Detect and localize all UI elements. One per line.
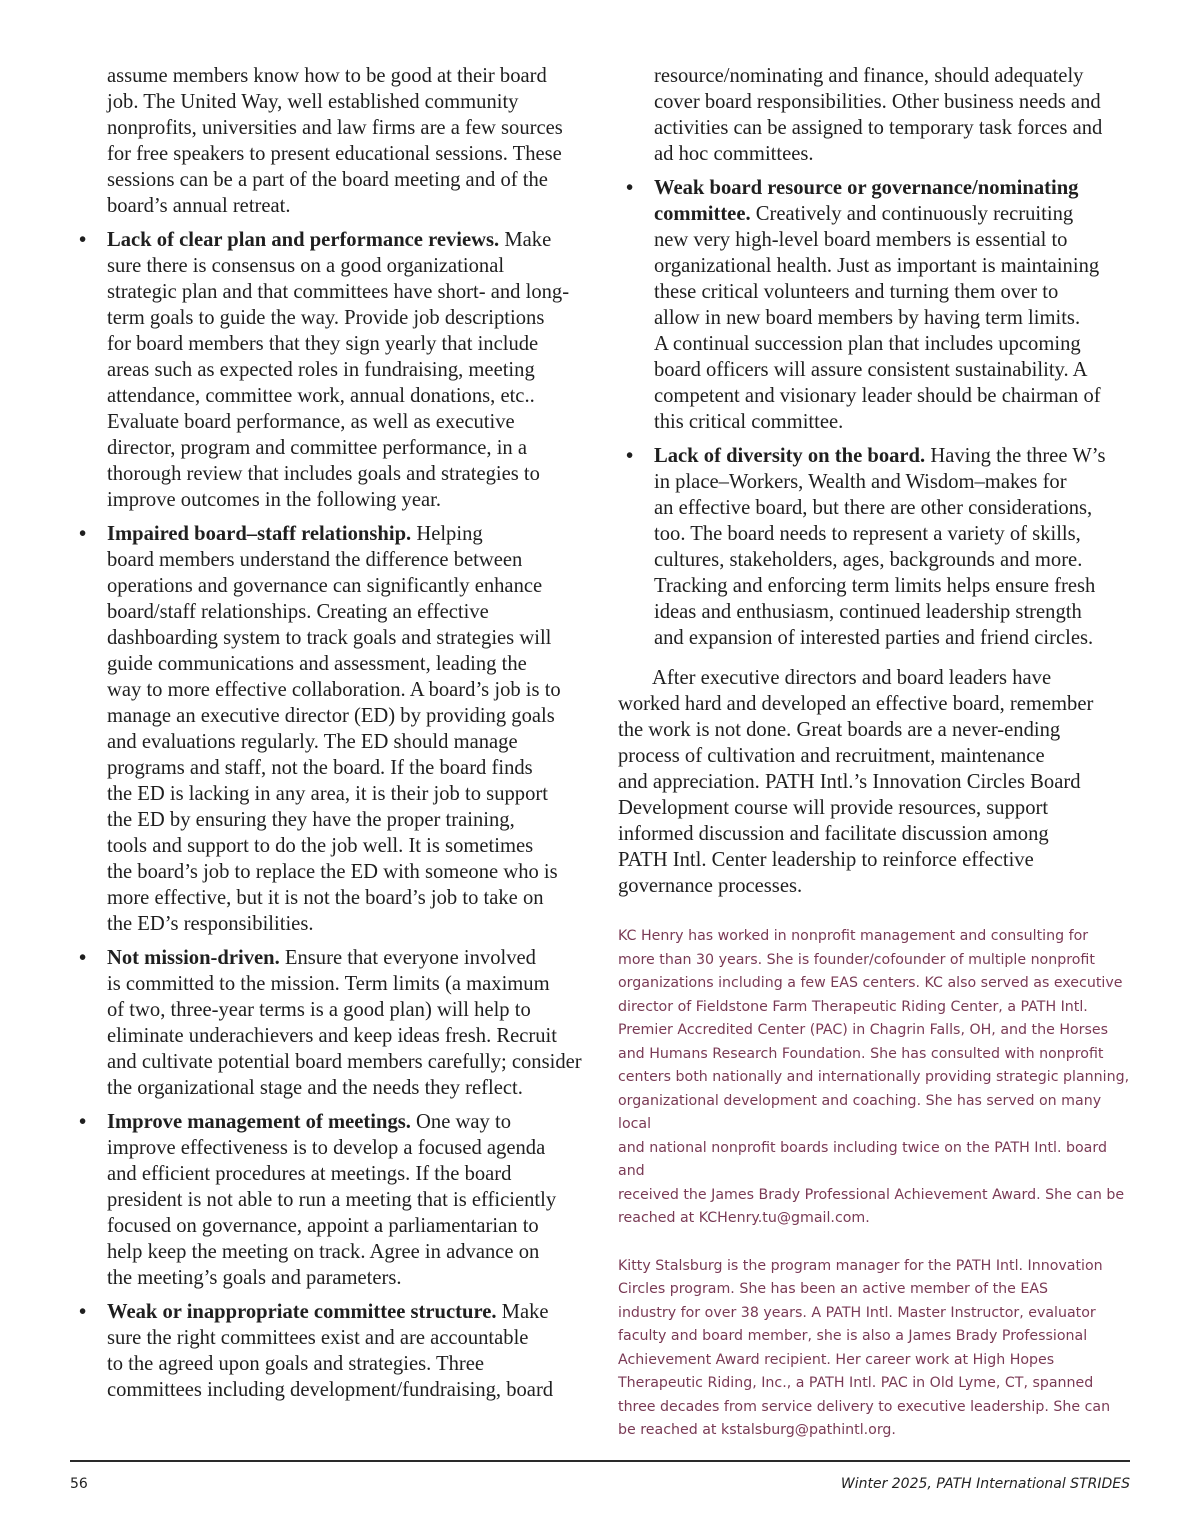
bullet-item-board-staff: [79, 521, 587, 937]
bullet-icon: •: [79, 523, 87, 545]
bullet-icon: •: [626, 445, 634, 467]
bullet-body: Make sure there is consensus on a good organizational strategic plan and that committees have short- and long- term goals to guide the way. Provide job descriptions for board members that they sign yearly that include areas such as expected roles in fundraising, meeting attendance, committee work, annual donations, etc.. Evaluate board performance, as well as executive director, program and committee performance, in a thorough review that includes goals and strategies to improve outcomes in the following year.: [107, 229, 570, 511]
bullet-item-diversity: [618, 443, 1134, 651]
bullet-body: Having the three W’s in place–Workers, Wealth and Wisdom–makes for an effective board, but there are other considerations, too. The board needs to represent a variety of skills, cultures, stakeholders, ages, backgrounds and more. Tracking and enforcing term limits helps ensure fresh ideas and enthusiasm, continued leadership strength and expansion of interested parties and friend circles.: [654, 445, 1106, 649]
bullet-item-committee-structure: [79, 1299, 587, 1403]
bullet-item-nominating: [618, 175, 1134, 435]
author-bios: [618, 925, 1134, 1443]
bullet-body: One way to improve effectiveness is to develop a focused agenda and efficient procedures at meetings. If the board president is not able to run a meeting that is efficiently focused on governance, appoint a parliamentarian to help keep the meeting on track. Agree in advance on the meeting’s goals and parameters.: [107, 1111, 557, 1289]
bullet-lead: Impaired board–staff relationship.: [107, 523, 412, 545]
bullet-icon: •: [79, 1301, 87, 1323]
author-bio-kc-henry: KC Henry has worked in nonprofit management and consulting for more than 30 years. She is founder/cofounder of multiple nonprofit organizations including a few EAS centers. KC also served as executive director of Fieldstone Farm Therapeutic Riding Center, a PATH Intl. Premier Accredited Center (PAC) in Chagrin Falls, OH, and the Horses and Humans Research Foundation. She has consulted with nonprofit centers both nationally and internationally providing strategic planning, organizational development and coaching. She has served on many local and national nonprofit boards including twice on the PATH Intl. board and received the James Brady Professional Achievement Award. She can be reached at KCHenry.tu@gmail.com.: [618, 928, 1130, 1226]
bullet-icon: •: [79, 947, 87, 969]
intro-paragraph: assume members know how to be good at their board job. The United Way, well established community nonprofits, universities and law firms are a few sources for free speakers to present educational sessions. These sessions can be a part of the board meeting and of the board’s annual retreat.: [107, 65, 563, 217]
page-number: 56: [70, 1476, 88, 1492]
bullet-icon: •: [626, 177, 634, 199]
bullet-lead: Lack of clear plan and performance reviews.: [107, 229, 500, 251]
left-bullet-list: [79, 227, 587, 1403]
right-column: [618, 63, 1134, 1467]
bullet-item-plan-reviews: [79, 227, 587, 513]
footer-divider: [70, 1460, 1130, 1462]
bullet-lead: Lack of diversity on the board.: [654, 445, 926, 467]
bullet-lead: Weak board resource or governance/nominating committee.: [654, 177, 1079, 225]
bullet-body: Ensure that everyone involved is committed to the mission. Term limits (a maximum of two, three-year terms is a good plan) will help to eliminate underachievers and keep ideas fresh. Recruit and cultivate potential board members carefully; consider the organizational stage and the needs they reflect.: [107, 947, 582, 1099]
bullet-lead: Weak or inappropriate committee structure.: [107, 1301, 497, 1323]
bullet-icon: •: [79, 229, 87, 251]
left-column: [79, 63, 587, 1411]
right-bullet-list: [618, 175, 1134, 651]
closing-paragraph: After executive directors and board leaders have worked hard and developed an effective board, remember the work is not done. Great boards are a never-ending process of cultivation and recruitment, maintenance and appreciation. PATH Intl.’s Innovation Circles Board Development course will provide resources, support informed discussion and facilitate discussion among PATH Intl. Center leadership to reinforce effective governance processes.: [618, 667, 1094, 897]
author-bio-kitty-stalsburg: Kitty Stalsburg is the program manager for the PATH Intl. Innovation Circles program. She has been an active member of the EAS industry for over 38 years. A PATH Intl. Master Instructor, evaluator faculty and board member, she is also a James Brady Professional Achievement Award recipient. Her career work at High Hopes Therapeutic Riding, Inc., a PATH Intl. PAC in Old Lyme, CT, spanned three decades from service delivery to executive leadership. She can be reached at kstalsburg@pathintl.org.: [618, 1257, 1111, 1438]
continuation-paragraph: resource/nominating and finance, should adequately cover board responsibilities. Other business needs and activities can be assigned to temporary task forces and ad hoc committees.: [654, 65, 1103, 165]
bullet-body: Creatively and continuously recruiting new very high-level board members is essential to organizational health. Just as important is maintaining these critical volunteers and turning them over to allow in new board members by having term limits. A continual succession plan that includes upcoming board officers will assure consistent sustainability. A competent and visionary leader should be chairman of this critical committee.: [654, 203, 1101, 433]
bullet-lead: Not mission-driven.: [107, 947, 280, 969]
bullet-item-mission: [79, 945, 587, 1101]
publication-title: Winter 2025, PATH International STRIDES: [840, 1476, 1130, 1492]
bullet-body: Helping board members understand the difference between operations and governance can significantly enhance board/staff relationships. Creating an effective dashboarding system to track goals and strategies will guide communications and assessment, leading the way to more effective collaboration. A board’s job is to manage an executive director (ED) by providing goals and evaluations regularly. The ED should manage programs and staff, not the board. If the board finds the ED is lacking in any area, it is their job to support the ED by ensuring they have the proper training, tools and support to do the job well. It is sometimes the board’s job to replace the ED with someone who is more effective, but it is not the board’s job to take on the ED’s responsibilities.: [107, 523, 561, 935]
bullet-item-meetings: [79, 1109, 587, 1291]
bullet-icon: •: [79, 1111, 87, 1133]
bullet-body: Make sure the right committees exist and are accountable to the agreed upon goals and strategies. Three committees including development/fundraising, board: [107, 1301, 554, 1401]
bullet-lead: Improve management of meetings.: [107, 1111, 411, 1133]
